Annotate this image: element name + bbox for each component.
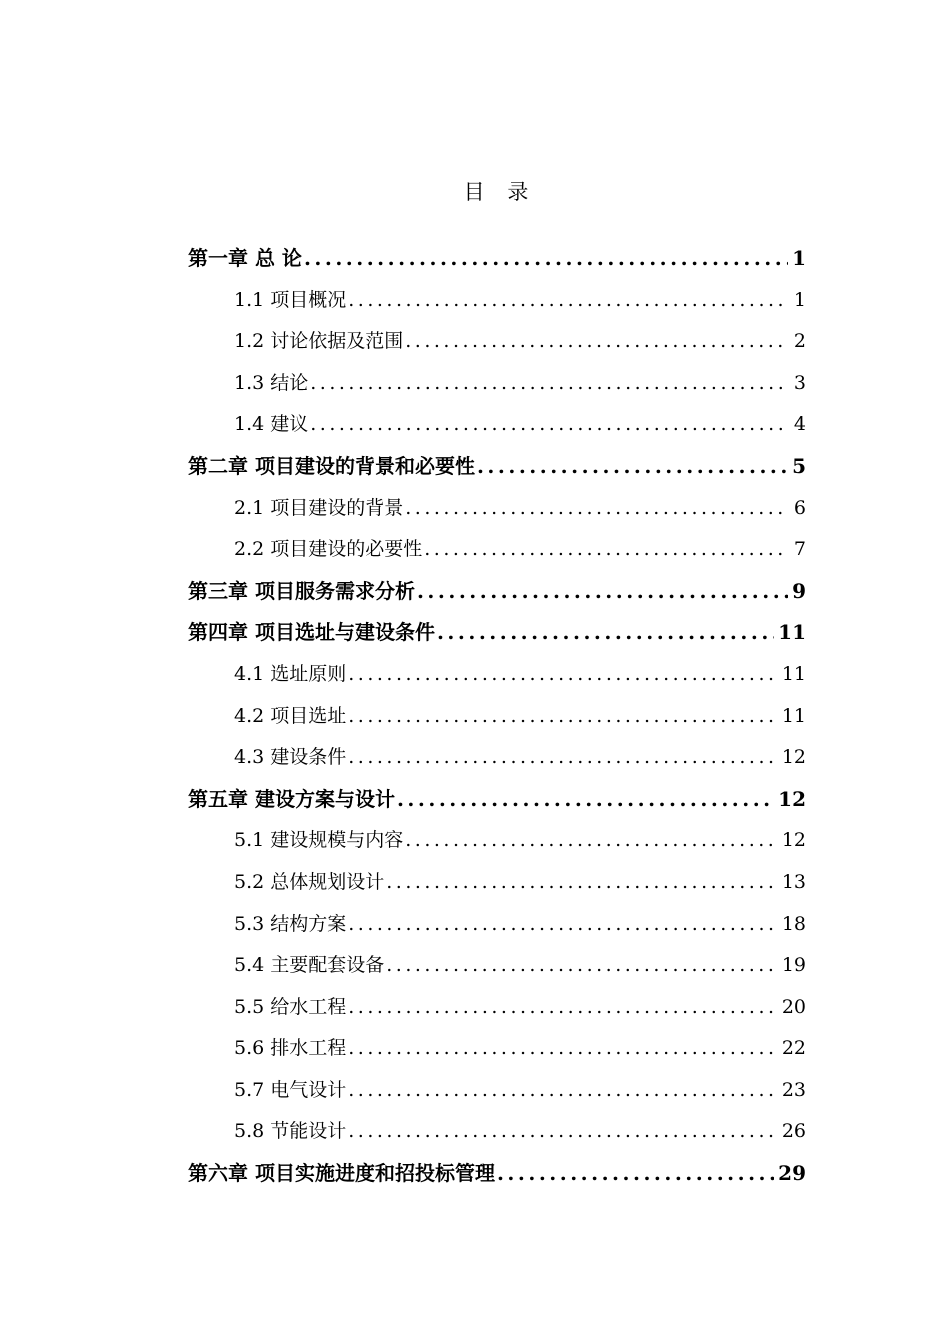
toc-dot-leader [348,1111,778,1153]
toc-list [188,238,806,1195]
toc-entry-page: 11 [781,704,806,727]
toc-entry-section-5-5[interactable] [188,987,806,1029]
toc-entry-label: 第三章 项目服务需求分析 [188,578,415,603]
toc-entry-page: 6 [793,496,806,519]
toc-entry-page: 29 [778,1161,806,1186]
toc-entry-page: 4 [793,413,806,436]
toc-entry-label: 4.1 选址原则 [234,662,347,685]
toc-dot-leader [437,612,774,654]
toc-entry-section-2-1[interactable] [188,488,806,530]
toc-entry-chapter-5[interactable] [188,779,806,821]
toc-dot-leader [348,904,778,946]
toc-entry-label: 5.8 节能设计 [234,1120,347,1143]
toc-entry-label: 5.2 总体规划设计 [234,870,385,893]
toc-entry-label: 1.2 讨论依据及范围 [234,330,404,353]
toc-entry-section-1-3[interactable] [188,363,806,405]
toc-entry-page: 12 [778,786,806,811]
toc-entry-page: 11 [781,662,806,685]
toc-dot-leader [424,529,788,571]
toc-dot-leader [348,737,778,779]
toc-entry-chapter-3[interactable] [188,571,806,613]
toc-entry-label: 第四章 项目选址与建设条件 [188,620,435,645]
toc-entry-chapter-2[interactable] [188,446,806,488]
toc-entry-chapter-4[interactable] [188,612,806,654]
toc-entry-section-5-4[interactable] [188,945,806,987]
toc-entry-section-4-2[interactable] [188,696,806,738]
toc-title: 目 录 [463,180,537,204]
toc-entry-label: 5.7 电气设计 [234,1078,347,1101]
toc-dot-leader [348,280,788,322]
toc-entry-page: 22 [781,1037,806,1060]
toc-entry-section-5-7[interactable] [188,1070,806,1112]
toc-entry-page: 3 [793,371,806,394]
toc-entry-page: 12 [781,829,806,852]
toc-entry-page: 5 [792,453,806,478]
toc-entry-label: 1.3 结论 [234,371,309,394]
toc-entry-page: 2 [793,330,806,353]
toc-entry-section-1-1[interactable] [188,280,806,322]
toc-entry-label: 第五章 建设方案与设计 [188,786,395,811]
toc-dot-leader [497,1153,774,1195]
toc-entry-section-1-4[interactable] [188,404,806,446]
toc-entry-label: 1.4 建议 [234,413,309,436]
toc-entry-label: 第二章 项目建设的背景和必要性 [188,453,475,478]
toc-entry-chapter-6[interactable] [188,1153,806,1195]
toc-entry-label: 5.3 结构方案 [234,912,347,935]
toc-dot-leader [386,862,778,904]
toc-dot-leader [348,1028,778,1070]
toc-entry-page: 23 [781,1078,806,1101]
toc-entry-label: 第一章 总 论 [188,246,302,270]
toc-dot-leader [405,488,788,530]
toc-entry-section-5-1[interactable] [188,820,806,862]
toc-dot-leader [397,779,774,821]
toc-entry-page: 18 [781,912,806,935]
toc-entry-page: 26 [781,1120,806,1143]
toc-entry-label: 2.1 项目建设的背景 [234,496,404,519]
toc-dot-leader [386,945,778,987]
toc-dot-leader [310,404,788,446]
toc-entry-page: 1 [793,288,806,311]
toc-dot-leader [310,363,788,405]
toc-dot-leader [417,571,788,613]
toc-dot-leader [348,987,778,1029]
toc-dot-leader [348,654,778,696]
toc-dot-leader [405,321,788,363]
toc-entry-page: 20 [781,995,806,1018]
toc-entry-label: 5.1 建设规模与内容 [234,829,404,852]
toc-entry-section-5-8[interactable] [188,1111,806,1153]
toc-dot-leader [348,696,778,738]
toc-entry-section-5-6[interactable] [188,1028,806,1070]
toc-entry-section-1-2[interactable] [188,321,806,363]
toc-dot-leader [405,820,778,862]
toc-entry-label: 5.4 主要配套设备 [234,954,385,977]
toc-entry-section-4-3[interactable] [188,737,806,779]
toc-entry-section-2-2[interactable] [188,529,806,571]
toc-entry-page: 19 [781,954,806,977]
toc-dot-leader [304,238,788,280]
toc-dot-leader [477,446,788,488]
toc-entry-page: 1 [792,246,806,270]
toc-entry-page: 12 [781,746,806,769]
toc-dot-leader [348,1070,778,1112]
toc-entry-page: 13 [781,870,806,893]
toc-entry-page: 9 [792,578,806,603]
toc-entry-label: 4.3 建设条件 [234,746,347,769]
toc-entry-section-5-2[interactable] [188,862,806,904]
toc-entry-label: 5.6 排水工程 [234,1037,347,1060]
toc-entry-page: 11 [778,620,806,645]
toc-entry-label: 第六章 项目实施进度和招投标管理 [188,1161,495,1186]
toc-entry-label: 5.5 给水工程 [234,995,347,1018]
toc-entry-section-5-3[interactable] [188,904,806,946]
toc-entry-page: 7 [793,538,806,561]
toc-entry-label: 1.1 项目概况 [234,288,347,311]
toc-entry-label: 2.2 项目建设的必要性 [234,538,423,561]
toc-entry-label: 4.2 项目选址 [234,704,347,727]
toc-entry-chapter-1[interactable] [188,238,806,280]
toc-entry-section-4-1[interactable] [188,654,806,696]
